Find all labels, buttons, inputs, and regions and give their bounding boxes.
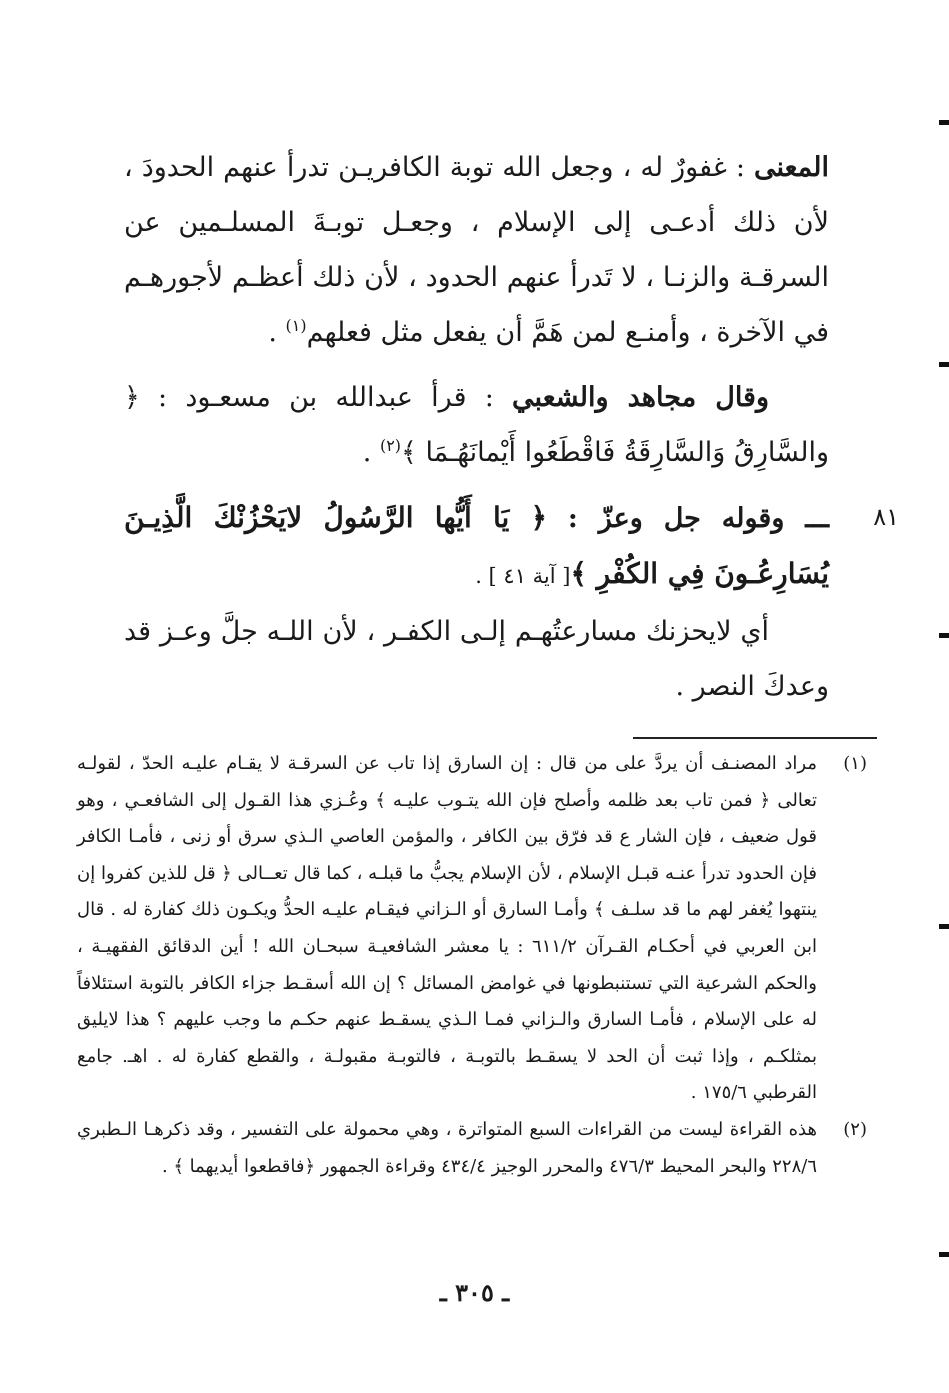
quran-verse: ﴿ يَا أَيُّها الرَّسُولُ لايَحْزُنْكَ الَّذِيـنَ يُسَارِعُـونَ فِي الكُفْرِ ﴾	[124, 501, 829, 590]
edge-mark	[939, 924, 949, 929]
edge-mark	[939, 362, 949, 367]
edge-mark	[939, 633, 949, 638]
footnote-text: هذه القراءة ليست من القراءات السبع المتواترة ، وهي محمولة على التفسير ، وقد ذكرهـا الـطبري ٢٢٨/٦ والبحر المحيط ٤٧٦/٣ والمحرر الوجيز ٤٣٤/٤ وقراءة الجمهور ﴿فاقطعوا أيديهما ﴾ .	[77, 1118, 817, 1177]
paragraph-explanation	[124, 604, 829, 714]
main-text	[124, 140, 899, 714]
paragraph-lead: وقال مجاهد والشعبي	[512, 382, 769, 413]
item-81	[124, 490, 899, 604]
paragraph-end: .	[268, 317, 286, 348]
footnote-text: مراد المصنـف أن يردَّ على من قال : إن السارق إذا تاب عن السرقـة لا يقـام عليـه الحدّ ، لقولـه تعالى ﴿ فمن تاب بعد ظلمه وأصلح فإن الله يتـوب عليـه ﴾ وعُـزي هذا القـول إلى الشافعـي ، وهو قول ضعيف ، فإن الشار ع قد فرّق بين الكافر ، والمؤمن العاصي الـذي سرق أو زنى ، فأمـا الكافر فإن الحدود تدرأ عنـه قبـل الإسلام ، لأن الإسلام يجبُّ ما قبلـه ، كما قال تعــالى ﴿ قل للذين كفروا إن ينتهوا يُغفر لهم ما قد سلـف ﴾ وأمـا السارق أو الـزاني فيقـام عليـه الحدُّ ويكـون ذلك كفارة له . قال ابن العربي في أحكـام القـرآن ٦١١/٢ : يا معشر الشافعيـة سبحـان الله ! أين الدقائق الفقهيـة ، والحكم الشرعية التي تستنبطونها في غوامض المسائل ؟ إن الله أسقـط جزاء الكافر بالتوبة استئلافاً له على الإسلام ، فأمـا السارق والـزاني فمـا الـذي يسقـط عنهم حكـم ما وجب عليهم ؟ هذا لايليق بمثلكـم ، وإذا ثبت أن الحد لا يسقـط بالتوبـة ، فالتوبـة مقبولـة ، والقطع كفارة له . اهـ. جامع القرطبي ١٧٥/٦ .	[77, 753, 817, 1104]
item-number: ٨١	[873, 503, 899, 531]
page-number: ـ ٣٠٥ ـ	[439, 1278, 510, 1307]
paragraph-text: أي لايحزنك مسارعتُهـم إلـى الكفـر ، لأن اللـه جلَّ وعـز قد وعدكَ النصر .	[124, 616, 829, 702]
paragraph-lead: المعنى	[753, 152, 829, 183]
paragraph-text: : قرأ عبدالله بن مسعـود : ﴿ والسَّارِقُ وَالسَّارِقَةُ فَاقْطَعُوا أَيْمانَهُـمَا ﴾	[124, 382, 829, 468]
paragraph-end: .	[362, 437, 380, 468]
edge-mark	[939, 120, 949, 125]
footnote-2	[77, 1112, 867, 1185]
footnotes	[77, 746, 867, 1185]
edge-mark	[939, 1252, 949, 1257]
footnote-ref[interactable]: (٢)	[379, 436, 402, 455]
verse-reference: [ آية ٤١ ] .	[475, 564, 571, 588]
footnote-1	[77, 746, 867, 1112]
paragraph-text: : غفورٌ له ، وجعل الله توبة الكافريـن تدرأ عنهم الحدودَ ، لأن ذلك أدعـى إلى الإسلام ، وجعـل توبـةَ المسلـمين عن السرقـة والزنـا ، لا تَدرأ عنهم الحدود ، لأن ذلك أعظـم لأجورهـم في الآخرة ، وأمنـع لمن هَمَّ أن يفعل مثل فعلهم	[124, 152, 829, 348]
paragraph-meaning	[124, 140, 829, 360]
footnote-separator	[633, 737, 877, 739]
paragraph-mujahid	[124, 370, 829, 480]
footnote-ref[interactable]: (١)	[285, 316, 307, 335]
item-text	[124, 490, 829, 604]
footnote-number: (٢)	[843, 1118, 867, 1140]
item-lead: ـــ وقوله جل وعزّ :	[547, 503, 829, 534]
footnote-number: (١)	[843, 753, 867, 774]
